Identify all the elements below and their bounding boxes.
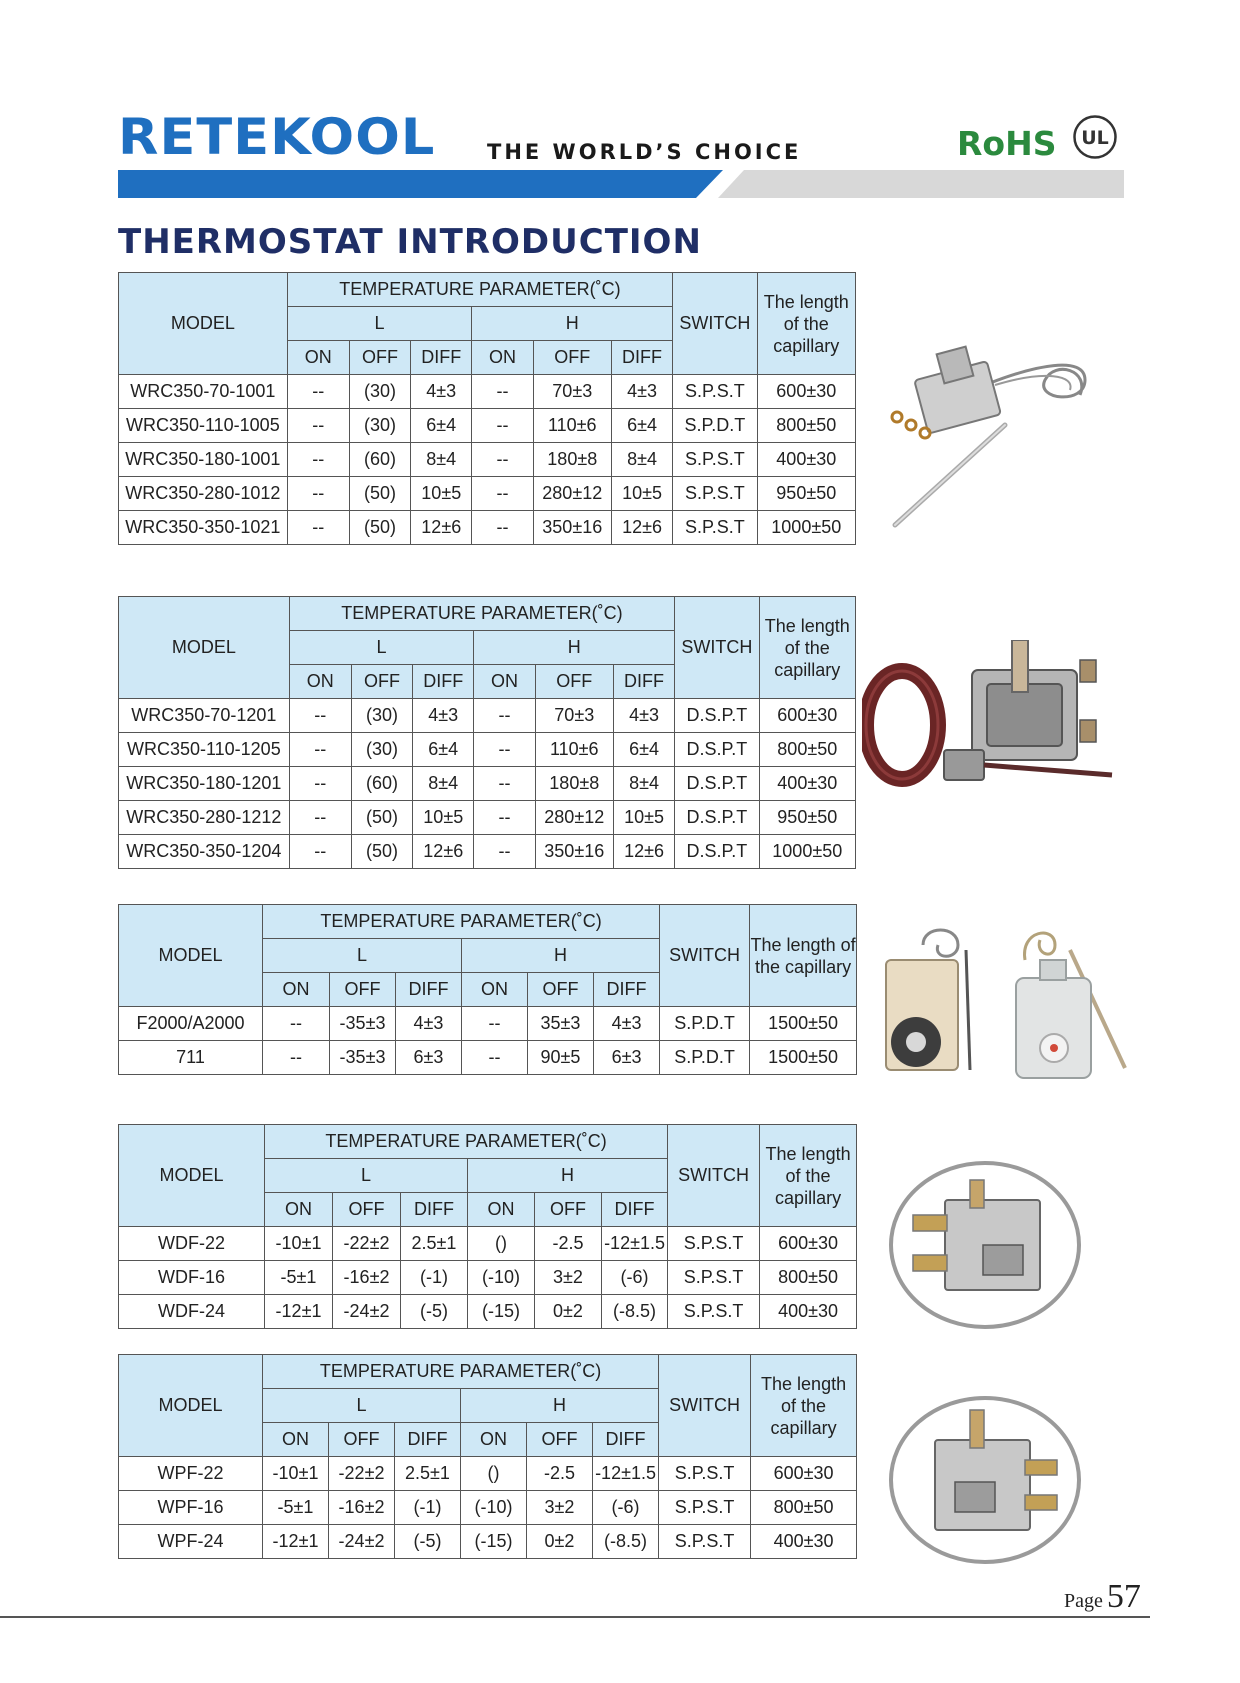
value-cell: 10±5	[413, 801, 474, 835]
value-cell: --	[289, 699, 351, 733]
model-cell: WRC350-350-1204	[119, 835, 290, 869]
value-cell: (30)	[351, 699, 412, 733]
value-cell: (-15)	[461, 1525, 527, 1559]
value-cell: -22±2	[329, 1457, 395, 1491]
value-cell: 800±50	[751, 1491, 857, 1525]
high-range-header: H	[474, 631, 675, 665]
value-cell: 4±3	[413, 699, 474, 733]
value-cell: -5±1	[265, 1261, 333, 1295]
boxed-thermostat-icon	[1010, 920, 1135, 1085]
value-cell: 8±4	[613, 767, 674, 801]
off-header: OFF	[330, 973, 396, 1007]
value-cell: S.P.S.T	[673, 511, 757, 545]
value-cell: (60)	[349, 443, 410, 477]
value-cell: -24±2	[329, 1525, 395, 1559]
freezer-thermostat-icon	[885, 1390, 1085, 1570]
value-cell: --	[472, 375, 533, 409]
value-cell: -22±2	[333, 1227, 401, 1261]
off-header: OFF	[349, 341, 410, 375]
value-cell: ()	[468, 1227, 535, 1261]
value-cell: 600±30	[760, 1227, 857, 1261]
value-cell: 2.5±1	[395, 1457, 461, 1491]
value-cell: 6±3	[594, 1041, 660, 1075]
value-cell: 800±50	[759, 733, 855, 767]
model-header: MODEL	[119, 273, 288, 375]
model-cell: WRC350-180-1201	[119, 767, 290, 801]
spec-table	[118, 272, 856, 545]
value-cell: (50)	[351, 835, 412, 869]
value-cell: 2.5±1	[401, 1227, 468, 1261]
value-cell: 1000±50	[757, 511, 855, 545]
value-cell: 10±5	[611, 477, 672, 511]
value-cell: 1500±50	[750, 1007, 857, 1041]
model-header: MODEL	[119, 1125, 265, 1227]
value-cell: (60)	[351, 767, 412, 801]
model-cell: WPF-24	[119, 1525, 263, 1559]
diff-header: DIFF	[611, 341, 672, 375]
value-cell: --	[287, 375, 349, 409]
value-cell: -2.5	[535, 1227, 602, 1261]
value-cell: -12±1	[263, 1525, 329, 1559]
off-header: OFF	[535, 1193, 602, 1227]
value-cell: 12±6	[611, 511, 672, 545]
value-cell: 12±6	[411, 511, 472, 545]
table-row	[119, 1457, 857, 1491]
value-cell: 350±16	[535, 835, 613, 869]
value-cell: 8±4	[611, 443, 672, 477]
value-cell: 3±2	[527, 1491, 593, 1525]
model-cell: WRC350-110-1005	[119, 409, 288, 443]
value-cell: 8±4	[411, 443, 472, 477]
diff-header: DIFF	[602, 1193, 668, 1227]
value-cell: --	[287, 409, 349, 443]
high-range-header: H	[462, 939, 660, 973]
value-cell: (50)	[351, 801, 412, 835]
value-cell: 4±3	[396, 1007, 462, 1041]
value-cell: (30)	[351, 733, 412, 767]
page-number	[1064, 1578, 1141, 1616]
diff-header: DIFF	[395, 1423, 461, 1457]
off-header: OFF	[535, 665, 613, 699]
value-cell: --	[474, 699, 535, 733]
value-cell: --	[263, 1041, 330, 1075]
on-header: ON	[462, 973, 528, 1007]
off-header: OFF	[333, 1193, 401, 1227]
value-cell: --	[289, 767, 351, 801]
value-cell: --	[474, 767, 535, 801]
diff-header: DIFF	[593, 1423, 659, 1457]
value-cell: 6±4	[411, 409, 472, 443]
value-cell: 8±4	[413, 767, 474, 801]
value-cell: S.P.S.T	[668, 1227, 760, 1261]
switch-header: SWITCH	[673, 273, 757, 375]
value-cell: 12±6	[413, 835, 474, 869]
table-row	[119, 801, 856, 835]
high-range-header: H	[472, 307, 673, 341]
low-range-header: L	[289, 631, 474, 665]
value-cell: D.S.P.T	[675, 699, 759, 733]
on-header: ON	[461, 1423, 527, 1457]
table-row	[119, 443, 856, 477]
table-row	[119, 1491, 857, 1525]
value-cell: --	[472, 477, 533, 511]
model-cell: WRC350-70-1001	[119, 375, 288, 409]
value-cell: S.P.D.T	[660, 1041, 750, 1075]
capillary-length-header: The length of the capillary	[760, 1125, 857, 1227]
value-cell: 800±50	[757, 409, 855, 443]
value-cell: (-8.5)	[593, 1525, 659, 1559]
model-cell: WRC350-180-1001	[119, 443, 288, 477]
value-cell: -10±1	[265, 1227, 333, 1261]
temperature-parameter-header: TEMPERATURE PARAMETER(˚C)	[287, 273, 673, 307]
value-cell: (-6)	[602, 1261, 668, 1295]
model-cell: WDF-24	[119, 1295, 265, 1329]
value-cell: --	[472, 511, 533, 545]
value-cell: 0±2	[535, 1295, 602, 1329]
value-cell: 950±50	[757, 477, 855, 511]
value-cell: (-6)	[593, 1491, 659, 1525]
value-cell: 70±3	[535, 699, 613, 733]
table-row	[119, 511, 856, 545]
switch-header: SWITCH	[675, 597, 759, 699]
model-header: MODEL	[119, 905, 263, 1007]
value-cell: 110±6	[533, 409, 611, 443]
on-header: ON	[265, 1193, 333, 1227]
value-cell: -16±2	[333, 1261, 401, 1295]
value-cell: 12±6	[613, 835, 674, 869]
value-cell: D.S.P.T	[675, 767, 759, 801]
value-cell: -12±1	[265, 1295, 333, 1329]
value-cell: 400±30	[751, 1525, 857, 1559]
value-cell: S.P.S.T	[659, 1525, 751, 1559]
on-header: ON	[472, 341, 533, 375]
value-cell: 10±5	[613, 801, 674, 835]
value-cell: 280±12	[533, 477, 611, 511]
value-cell: (30)	[349, 409, 410, 443]
table-row	[119, 1261, 857, 1295]
model-cell: WPF-16	[119, 1491, 263, 1525]
value-cell: (-10)	[461, 1491, 527, 1525]
header-stripe	[118, 170, 1124, 198]
value-cell: -35±3	[330, 1007, 396, 1041]
value-cell: (-15)	[468, 1295, 535, 1329]
value-cell: --	[287, 443, 349, 477]
value-cell: (50)	[349, 477, 410, 511]
value-cell: S.P.S.T	[668, 1261, 760, 1295]
table-row	[119, 1007, 857, 1041]
table-row	[119, 835, 856, 869]
value-cell: 0±2	[527, 1525, 593, 1559]
value-cell: 180±8	[535, 767, 613, 801]
value-cell: --	[474, 835, 535, 869]
value-cell: S.P.S.T	[659, 1491, 751, 1525]
switch-header: SWITCH	[659, 1355, 751, 1457]
value-cell: 950±50	[759, 801, 855, 835]
value-cell: 70±3	[533, 375, 611, 409]
value-cell: 3±2	[535, 1261, 602, 1295]
low-range-header: L	[263, 939, 462, 973]
value-cell: 4±3	[594, 1007, 660, 1041]
brand-tagline: THE WORLD’S CHOICE	[487, 140, 802, 164]
value-cell: (-5)	[395, 1525, 461, 1559]
value-cell: (-10)	[468, 1261, 535, 1295]
value-cell: -12±1.5	[593, 1457, 659, 1491]
value-cell: (-8.5)	[602, 1295, 668, 1329]
temperature-parameter-header: TEMPERATURE PARAMETER(˚C)	[263, 1355, 659, 1389]
value-cell: S.P.S.T	[673, 375, 757, 409]
value-cell: 350±16	[533, 511, 611, 545]
value-cell: --	[289, 801, 351, 835]
table-row	[119, 409, 856, 443]
spec-table	[118, 596, 856, 869]
value-cell: --	[289, 835, 351, 869]
model-cell: WRC350-110-1205	[119, 733, 290, 767]
value-cell: 600±30	[751, 1457, 857, 1491]
page-title: THERMOSTAT INTRODUCTION	[118, 222, 702, 262]
value-cell: 35±3	[528, 1007, 594, 1041]
model-cell: WRC350-350-1021	[119, 511, 288, 545]
temperature-parameter-header: TEMPERATURE PARAMETER(˚C)	[265, 1125, 668, 1159]
diff-header: DIFF	[413, 665, 474, 699]
model-cell: WRC350-70-1201	[119, 699, 290, 733]
value-cell: --	[287, 477, 349, 511]
value-cell: S.P.S.T	[673, 443, 757, 477]
ul-mark-text: UL	[1081, 127, 1109, 149]
model-cell: WPF-22	[119, 1457, 263, 1491]
value-cell: 600±30	[757, 375, 855, 409]
value-cell: -35±3	[330, 1041, 396, 1075]
value-cell: --	[474, 801, 535, 835]
value-cell: 4±3	[411, 375, 472, 409]
value-cell: 6±4	[413, 733, 474, 767]
temperature-parameter-header: TEMPERATURE PARAMETER(˚C)	[289, 597, 675, 631]
value-cell: 110±6	[535, 733, 613, 767]
value-cell: 6±4	[611, 409, 672, 443]
rohs-mark: RoHS	[957, 124, 1057, 163]
capillary-length-header: The length of the capillary	[751, 1355, 857, 1457]
table-row	[119, 767, 856, 801]
low-range-header: L	[263, 1389, 461, 1423]
value-cell: D.S.P.T	[675, 835, 759, 869]
value-cell: --	[462, 1041, 528, 1075]
capillary-length-header: The length of the capillary	[759, 597, 855, 699]
value-cell: -12±1.5	[602, 1227, 668, 1261]
value-cell: -10±1	[263, 1457, 329, 1491]
temperature-parameter-header: TEMPERATURE PARAMETER(˚C)	[263, 905, 660, 939]
refrigerator-thermostat-icon	[885, 1155, 1085, 1335]
high-range-header: H	[461, 1389, 659, 1423]
model-cell: 711	[119, 1041, 263, 1075]
table-row	[119, 733, 856, 767]
value-cell: -24±2	[333, 1295, 401, 1329]
spec-table	[118, 1124, 857, 1329]
on-header: ON	[474, 665, 535, 699]
diff-header: DIFF	[613, 665, 674, 699]
page-label: Page	[1064, 1590, 1103, 1612]
value-cell: (-1)	[395, 1491, 461, 1525]
model-cell: WRC350-280-1212	[119, 801, 290, 835]
value-cell: 280±12	[535, 801, 613, 835]
table-row	[119, 375, 856, 409]
off-header: OFF	[527, 1423, 593, 1457]
table-row	[119, 1525, 857, 1559]
value-cell: 1000±50	[759, 835, 855, 869]
high-range-header: H	[468, 1159, 668, 1193]
value-cell: D.S.P.T	[675, 801, 759, 835]
table-row	[119, 477, 856, 511]
table-row	[119, 1227, 857, 1261]
model-header: MODEL	[119, 1355, 263, 1457]
ul-certification-icon	[1072, 114, 1118, 160]
low-range-header: L	[265, 1159, 468, 1193]
spec-table	[118, 1354, 857, 1559]
value-cell: --	[287, 511, 349, 545]
value-cell: --	[462, 1007, 528, 1041]
value-cell: 6±3	[396, 1041, 462, 1075]
model-cell: WDF-22	[119, 1227, 265, 1261]
value-cell: ()	[461, 1457, 527, 1491]
capillary-length-header: The length of the capillary	[750, 905, 857, 1007]
capillary-length-header: The length of the capillary	[757, 273, 855, 375]
value-cell: S.P.D.T	[660, 1007, 750, 1041]
on-header: ON	[289, 665, 351, 699]
value-cell: -5±1	[263, 1491, 329, 1525]
table-row	[119, 1041, 857, 1075]
value-cell: 4±3	[613, 699, 674, 733]
table-row	[119, 699, 856, 733]
off-header: OFF	[329, 1423, 395, 1457]
low-range-header: L	[287, 307, 472, 341]
model-cell: WRC350-280-1012	[119, 477, 288, 511]
off-header: OFF	[351, 665, 412, 699]
value-cell: 180±8	[533, 443, 611, 477]
value-cell: (-5)	[401, 1295, 468, 1329]
value-cell: (50)	[349, 511, 410, 545]
value-cell: S.P.S.T	[673, 477, 757, 511]
switch-header: SWITCH	[660, 905, 750, 1007]
value-cell: (30)	[349, 375, 410, 409]
table-row	[119, 1295, 857, 1329]
value-cell: --	[472, 443, 533, 477]
value-cell: 6±4	[613, 733, 674, 767]
footer-rule	[0, 1616, 1150, 1618]
value-cell: -16±2	[329, 1491, 395, 1525]
value-cell: --	[472, 409, 533, 443]
on-header: ON	[287, 341, 349, 375]
spec-table	[118, 904, 857, 1075]
off-header: OFF	[533, 341, 611, 375]
model-cell: WDF-16	[119, 1261, 265, 1295]
value-cell: D.S.P.T	[675, 733, 759, 767]
value-cell: 4±3	[611, 375, 672, 409]
diff-header: DIFF	[594, 973, 660, 1007]
brand-logo: RETEKOOL	[118, 108, 436, 166]
value-cell: -2.5	[527, 1457, 593, 1491]
value-cell: 90±5	[528, 1041, 594, 1075]
value-cell: 800±50	[760, 1261, 857, 1295]
model-cell: F2000/A2000	[119, 1007, 263, 1041]
value-cell: (-1)	[401, 1261, 468, 1295]
value-cell: S.P.D.T	[673, 409, 757, 443]
capillary-thermostat-icon	[885, 345, 1105, 530]
value-cell: 400±30	[757, 443, 855, 477]
value-cell: S.P.S.T	[668, 1295, 760, 1329]
value-cell: 1500±50	[750, 1041, 857, 1075]
diff-header: DIFF	[401, 1193, 468, 1227]
value-cell: 10±5	[411, 477, 472, 511]
value-cell: 600±30	[759, 699, 855, 733]
value-cell: --	[289, 733, 351, 767]
value-cell: --	[263, 1007, 330, 1041]
page-number-value: 57	[1106, 1578, 1141, 1615]
diff-header: DIFF	[396, 973, 462, 1007]
value-cell: 400±30	[760, 1295, 857, 1329]
dial-thermostat-icon	[878, 920, 988, 1075]
coiled-capillary-thermostat-icon	[862, 640, 1122, 810]
switch-header: SWITCH	[668, 1125, 760, 1227]
value-cell: --	[474, 733, 535, 767]
on-header: ON	[468, 1193, 535, 1227]
on-header: ON	[263, 973, 330, 1007]
value-cell: 400±30	[759, 767, 855, 801]
value-cell: S.P.S.T	[659, 1457, 751, 1491]
off-header: OFF	[528, 973, 594, 1007]
model-header: MODEL	[119, 597, 290, 699]
on-header: ON	[263, 1423, 329, 1457]
diff-header: DIFF	[411, 341, 472, 375]
